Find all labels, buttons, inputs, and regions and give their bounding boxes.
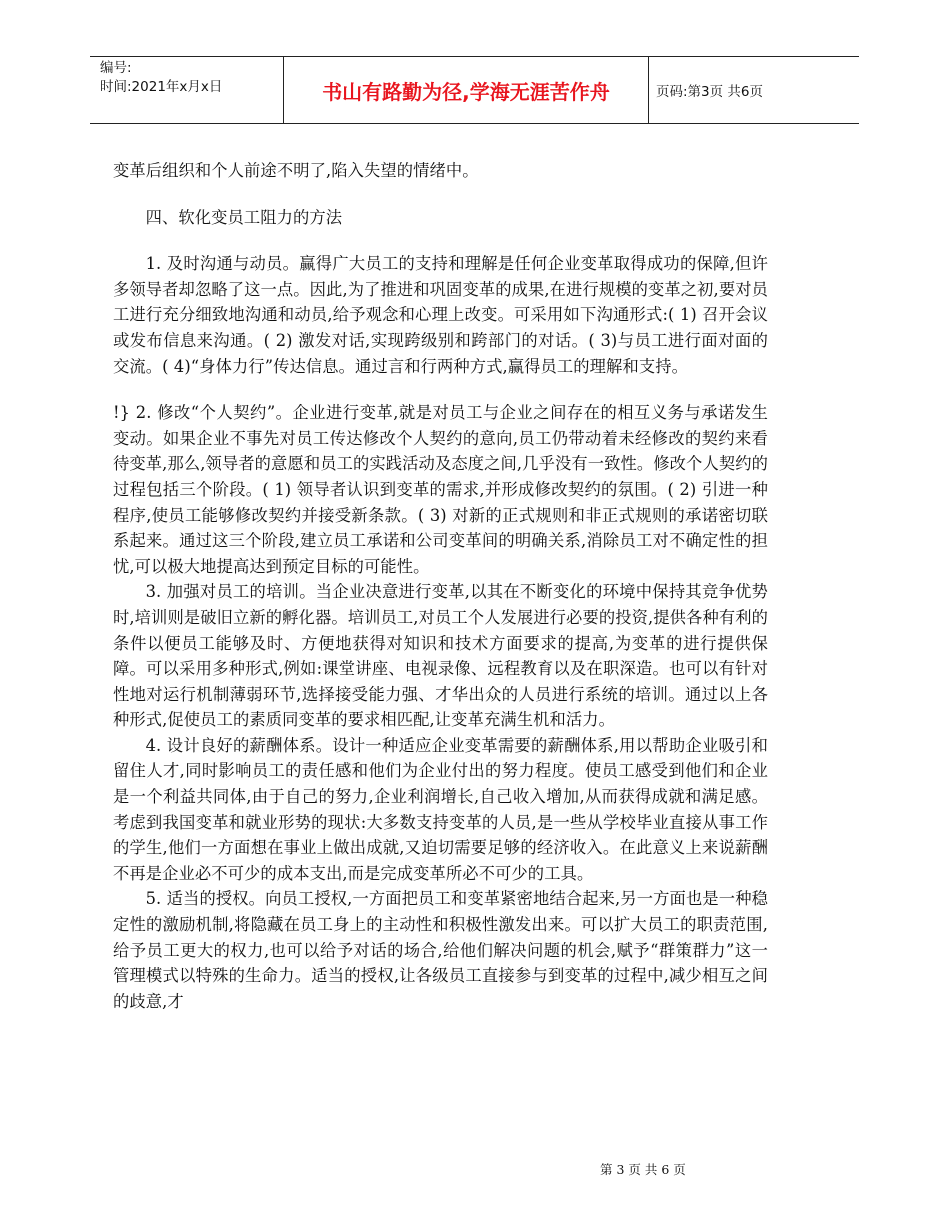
document-body [113,158,768,1014]
time-label: 时间:2021年x月x日 [100,79,223,95]
paragraph-authorization: 5. 适当的授权。向员工授权,一方面把员工和变革紧密地结合起来,另一方面也是一种稳定性的激励机制,将隐藏在员工身上的主动性和积极性激发出来。可以扩大员工的职责范围,给予员工更大的权力,也可以给予对话的场合,给他们解决问题的机会,赋予“群策群力”这一管理模式以特殊的生命力。适当的授权,让各级员工直接参与到变革的过程中,减少相互之间的歧意,才 [113,889,768,1011]
header-meta [90,57,283,123]
number-label: 编号: [100,60,132,76]
page-header [90,56,859,124]
header-motto: 书山有路勤为径,学海无涯苦作舟 [283,57,649,123]
paragraph-communication: 1. 及时沟通与动员。赢得广大员工的支持和理解是任何企业变革取得成功的保障,但许多领导者却忽略了这一点。因此,为了推进和巩固变革的成果,在进行规模的变革之初,要对员工进行充分细致地沟通和动员,给予观念和心理上改变。可采用如下沟通形式:( 1) 召开会议或发布信息来沟通。( 2) 激发对话,实现跨级别和跨部门的对话。( 3)与员工进行面对面的交流。( 4)“身体力行”传达信息。通过言和行两种方式,赢得员工的理解和支持。 [113,254,768,376]
paragraph-compensation: 4. 设计良好的薪酬体系。设计一种适应企业变革需要的薪酬体系,用以帮助企业吸引和留住人才,同时影响员工的责任感和他们为企业付出的努力程度。使员工感受到他们和企业是一个利益共同体,由于自己的努力,企业利润增长,自己收入增加,从而获得成就和满足感。考虑到我国变革和就业形势的现状:大多数支持变革的人员,是一些从学校毕业直接从事工作的学生,他们一方面想在事业上做出成就,又迫切需要足够的经济收入。在此意义上来说薪酬不再是企业必不可少的成本支出,而是完成变革所必不可少的工具。 [113,735,768,883]
header-page-label: 页码:第3页 共6页 [656,84,764,100]
section-heading: 四、软化变员工阻力的方法 [145,207,343,227]
page-footer: 第 3 页 共 6 页 [600,1162,686,1177]
paragraph-training: 3. 加强对员工的培训。当企业决意进行变革,以其在不断变化的环境中保持其竞争优势时,培训则是破旧立新的孵化器。培训员工,对员工个人发展进行必要的投资,提供各种有利的条件以便员工能够及时、方便地获得对知识和技术方面要求的提高,为变革的进行提供保障。可以采用多种形式,例如:课堂讲座、电视录像、远程教育以及在职深造。也可以有针对性地对运行机制薄弱环节,选择接受能力强、才华出众的人员进行系统的培训。通过以上各种形式,促使员工的素质同变革的要求相匹配,让变革充满生机和活力。 [113,582,768,730]
paragraph-contract: !} 2. 修改“个人契约”。企业进行变革,就是对员工与企业之间存在的相互义务与承诺发生变动。如果企业不事先对员工传达修改个人契约的意向,员工仍带动着未经修改的契约来看待变革,那么,领导者的意愿和员工的实践活动及态度之间,几乎没有一致性。修改个人契约的过程包括三个阶段。( 1) 领导者认识到变革的需求,并形成修改契约的氛围。( 2) 引进一种程序,使员工能够修改契约并接受新条款。( 3) 对新的正式规则和非正式规则的承诺密切联系起来。通过这三个阶段,建立员工承诺和公司变革间的明确关系,消除员工对不确定性的担忧,可以极大地提高达到预定目标的可能性。 [113,403,768,576]
paragraph-continuation: 变革后组织和个人前途不明了,陷入失望的情绪中。 [113,161,479,180]
